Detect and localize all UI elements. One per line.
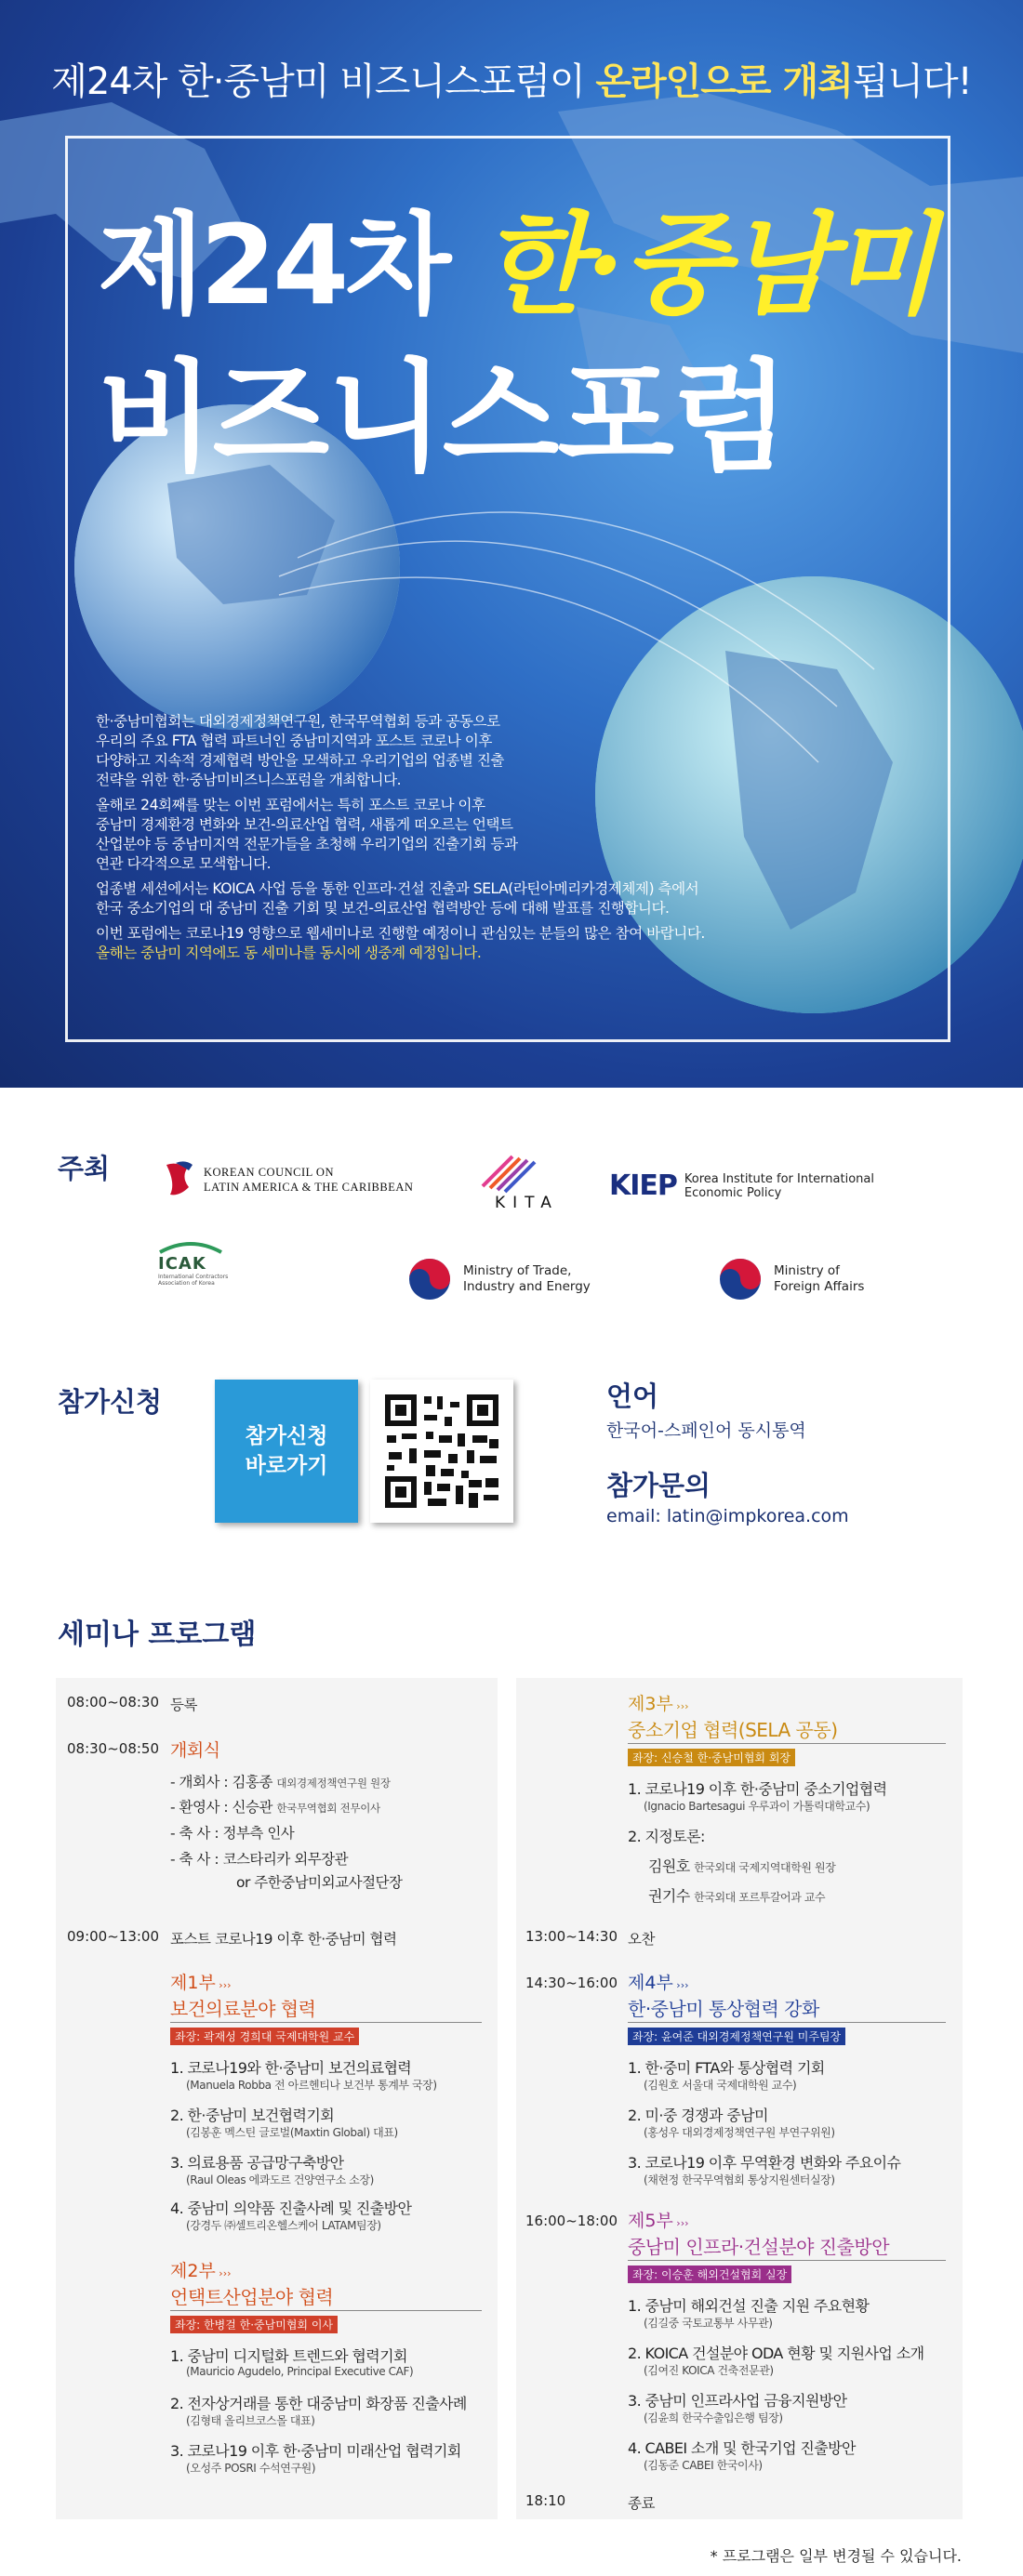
time-slot: 08:00~08:30 <box>67 1694 160 1711</box>
program-item: 포스트 코로나19 이후 한·중남미 협력 <box>170 1931 397 1948</box>
speaker: (Raul Oleas 에콰도르 건양연구소 소장) <box>186 2173 374 2186</box>
panelist: 권기수 한국외대 포르투갈어과 교수 <box>648 1887 826 1905</box>
time-slot: 09:00~13:00 <box>67 1928 160 1945</box>
language-value: 한국어-스페인어 동시통역 <box>606 1420 806 1441</box>
language-title: 언어 <box>606 1380 659 1412</box>
time-slot: 14:30~16:00 <box>525 1975 618 1991</box>
program-item: 3. 의료용품 공급망구축방안 <box>170 2154 344 2172</box>
speaker: (채현정 한국무역협회 통상지원센터실장) <box>644 2173 835 2186</box>
hero-banner <box>0 0 1023 1088</box>
kita-emblem-icon <box>475 1149 540 1194</box>
speaker: (김동준 CABEI 한국이사) <box>644 2459 763 2472</box>
session-4-chair: 좌장: 윤여준 대외경제정책연구원 미주팀장 <box>628 2028 845 2045</box>
divider <box>170 2310 482 2311</box>
apply-label: 참가신청 <box>58 1386 163 1418</box>
program-item: 2. 미·중 경쟁과 중남미 <box>628 2107 768 2124</box>
divider <box>628 2022 946 2023</box>
speaker: (김원호 서울대 국제대학원 교수) <box>644 2079 797 2092</box>
session-5-label: 제5부 ››› <box>628 2211 689 2231</box>
kita-logo: KITA <box>458 1149 559 1212</box>
panelist: 김원호 한국외대 국제지역대학원 원장 <box>648 1857 836 1875</box>
program-item: 1. 한·중미 FTA와 통상협력 기회 <box>628 2059 825 2077</box>
session-1-label: 제1부 ››› <box>170 1973 232 1993</box>
forum-title-line1: 제24차 한·중남미 <box>98 200 936 329</box>
speaker: (김형태 올리브코스몰 대표) <box>186 2414 315 2427</box>
program-item: 2. 전자상거래를 통한 대중남미 화장품 진출사례 <box>170 2395 467 2412</box>
hosts-label: 주최 <box>58 1153 111 1184</box>
speaker: (Mauricio Agudelo, Principal Executive CAF) <box>186 2365 414 2378</box>
program-item: 1. 중남미 해외건설 진출 지원 주요현황 <box>628 2297 870 2315</box>
divider <box>170 2022 482 2023</box>
kc-logo: KOREAN COUNCIL ON LATIN AMERICA & THE CARIBBEAN <box>163 1159 413 1200</box>
session-3-label: 제3부 ››› <box>628 1694 689 1714</box>
speaker: (강경두 ㈜셀트리온헬스케어 LATAM팀장) <box>186 2219 381 2232</box>
taegeuk-emblem-icon <box>407 1257 452 1301</box>
speaker: (김길중 국토교통부 사무관) <box>644 2317 773 2330</box>
program-item: 1. 코로나19와 한·중남미 보건의료협력 <box>170 2059 412 2077</box>
time-slot: 16:00~18:00 <box>525 2213 618 2229</box>
program-item: 등록 <box>170 1697 197 1713</box>
time-slot: 13:00~14:30 <box>525 1928 618 1945</box>
session-2-label: 제2부 ››› <box>170 2261 232 2281</box>
divider <box>628 1743 946 1744</box>
program-item: 1. 코로나19 이후 한·중남미 중소기업협력 <box>628 1780 887 1798</box>
program-item: 3. 코로나19 이후 한·중남미 미래산업 협력기회 <box>170 2442 461 2460</box>
program-item: - 축 사 : 코스타리카 외무장관 <box>170 1851 349 1868</box>
program-item: 오찬 <box>628 1931 655 1948</box>
program-item: 2. KOICA 건설분야 ODA 현황 및 지원사업 소개 <box>628 2345 924 2362</box>
session-4-title: 한·중남미 통상협력 강화 <box>628 1998 819 2020</box>
session-2-chair: 좌장: 한병걸 한·중남미협회 이사 <box>170 2316 338 2333</box>
session-4-label: 제4부 ››› <box>628 1973 689 1993</box>
opening-ceremony-title: 개회식 <box>170 1740 220 1761</box>
program-item: 4. 중남미 의약품 진출사례 및 진출방안 <box>170 2200 412 2217</box>
program-item: 3. 중남미 인프라사업 금융지원방안 <box>628 2392 847 2410</box>
speaker: (김여진 KOICA 건축전문관) <box>644 2364 774 2377</box>
session-1-title: 보건의료분야 협력 <box>170 1998 316 2020</box>
mofa-logo: Ministry of Foreign Affairs <box>718 1257 864 1301</box>
speaker: (Manuela Robba 전 아르헨티나 보건부 통계부 국장) <box>186 2079 437 2092</box>
program-change-note: * 프로그램은 일부 변경될 수 있습니다. <box>710 2547 962 2565</box>
session-5-title: 중남미 인프라·건설분야 진출방안 <box>628 2236 890 2258</box>
program-item: 2. 한·중남미 보건협력기회 <box>170 2107 335 2124</box>
speaker: (김봉훈 멕스틴 글로벌(Maxtin Global) 대표) <box>186 2126 398 2139</box>
program-title: 세미나 프로그램 <box>58 1618 257 1651</box>
speaker: (오성주 POSRI 수석연구원) <box>186 2462 316 2475</box>
session-3-title: 중소기업 협력(SELA 공동) <box>628 1719 838 1741</box>
program-item: - 환영사 : 신승관 한국무역협회 전무이사 <box>170 1799 380 1816</box>
taegeuk-emblem-icon <box>718 1257 763 1301</box>
program-item: 4. CABEI 소개 및 한국기업 진출방안 <box>628 2439 856 2457</box>
intro-text: 한·중남미협회는 대외경제정책연구원, 한국무역협회 등과 공동으로 우리의 주요 FTA 협력 파트너인 중남미지역과 포스트 코로나 이후 다양하고 지속적 경제협력 방안을 모색하고 우리기업의 업종별 진출 전략을 위한 한·중남미비즈니스포럼을 개최합니다. 올해로 24회째를 맞는 이번 포럼에서는 특히 포스트 코로나 이후 중남미 경제환경 변화와 보건-의료산업 협력, 새롭게 떠오르는 언택트 산업분야 등 중남미지역 전문가들을 초청해 우리기업의 진출기회 등과 연관 다각적으로 모색합니다. 업종별 세션에서는 KOICA 사업 등을 통한 인프라·건설 진출과 SELA(라틴아메리카경제체제) 측에서 한국 중소기업의 대 중남미 진출 기회 및 보건-의료산업 협력방안 등에 대해 발표를 진행합니다. 이번 포럼에는 코로나19 영향으로 웹세미나로 진행할 예정이니 관심있는 분들의 많은 참여 바랍니다. 올해는 중남미 지역에도 동 세미나를 동시에 생중계 예정입니다. <box>96 713 705 961</box>
session-3-chair: 좌장: 신승철 한·중남미협회 회장 <box>628 1749 795 1766</box>
program-item: - 개회사 : 김홍종 대외경제정책연구원 원장 <box>170 1774 391 1790</box>
program-item: 3. 코로나19 이후 무역환경 변화와 주요이슈 <box>628 2154 901 2172</box>
time-slot: 18:10 <box>525 2492 566 2509</box>
speaker: (Ignacio Bartesagui 우루과이 가톨릭대학교수) <box>644 1800 870 1813</box>
hero-headline: 제24차 한·중남미 비즈니스포럼이 온라인으로 개최됩니다! <box>51 60 972 103</box>
icak-logo: ICAK International Contractors Association of Korea <box>158 1241 232 1287</box>
qr-code[interactable] <box>370 1380 513 1523</box>
speaker: (김윤희 한국수출입은행 팀장) <box>644 2411 783 2424</box>
program-item: 2. 지정토론: <box>628 1828 705 1845</box>
program-item: or 주한중남미외교사절단장 <box>236 1874 403 1891</box>
icak-emblem-icon <box>158 1241 223 1254</box>
program-item: - 축 사 : 정부측 인사 <box>170 1825 295 1842</box>
kc-emblem-icon <box>163 1159 196 1200</box>
motie-logo: Ministry of Trade, Industry and Energy <box>407 1257 591 1301</box>
kiep-logo: KIEP Korea Institute for International Economic Policy <box>609 1169 874 1202</box>
program-item: 종료 <box>628 2495 655 2512</box>
contact-title: 참가문의 <box>606 1470 711 1501</box>
speaker: (홍성우 대외경제정책연구원 부연구위원) <box>644 2126 835 2139</box>
time-slot: 08:30~08:50 <box>67 1740 160 1757</box>
session-2-title: 언택트산업분야 협력 <box>170 2286 334 2308</box>
program-item: 1. 중남미 디지털화 트렌드와 협력기회 <box>170 2347 407 2365</box>
divider <box>628 2260 946 2261</box>
contact-email-link[interactable]: email: latin@impkorea.com <box>606 1506 849 1526</box>
apply-button[interactable]: 참가신청 바로가기 <box>215 1380 358 1523</box>
forum-title-line2: 비즈니스포럼 <box>98 347 788 488</box>
qr-code-icon <box>370 1380 513 1523</box>
session-5-chair: 좌장: 이승훈 해외건설협회 실장 <box>628 2266 791 2283</box>
session-1-chair: 좌장: 곽재성 경희대 국제대학원 교수 <box>170 2028 359 2045</box>
